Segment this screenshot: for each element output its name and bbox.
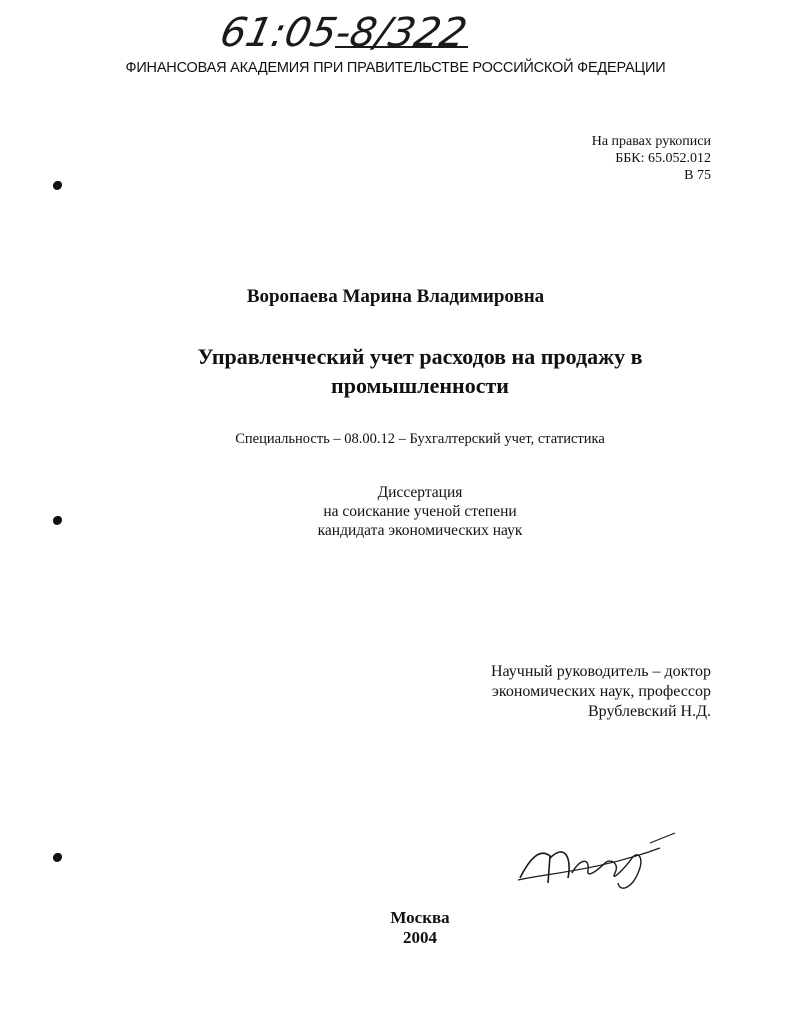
degree-line-3: кандидата экономических наук — [317, 522, 523, 539]
degree-line-1: Диссертация — [377, 484, 463, 501]
supervisor-block — [491, 662, 711, 722]
rights-block — [592, 133, 711, 184]
punch-hole-mark-1 — [53, 181, 62, 190]
specialty-line: Специальность – 08.00.12 – Бухгалтерский учет, статистика — [235, 431, 605, 447]
degree-line-2: на соискание ученой степени — [323, 503, 517, 520]
year: 2004 — [403, 928, 437, 947]
institution-name: ФИНАНСОВАЯ АКАДЕМИЯ ПРИ ПРАВИТЕЛЬСТВЕ РОССИЙСКОЙ ФЕДЕРАЦИИ — [125, 60, 666, 76]
degree-block — [0, 483, 791, 540]
title-line-2: промышленности — [331, 373, 509, 398]
supervisor-name: Врублевский Н.Д. — [587, 703, 711, 720]
city: Москва — [390, 908, 450, 927]
rights-label: На правах рукописи — [591, 134, 711, 149]
bbk-code: ББК: 65.052.012 — [615, 151, 711, 166]
footer-block — [0, 908, 791, 948]
author-signature — [510, 828, 690, 898]
punch-hole-mark-3 — [53, 853, 62, 862]
supervisor-line-2: экономических наук, профессор — [491, 683, 711, 700]
archive-code-text: 61:05-8/322 — [216, 8, 472, 56]
author-name: Воропаева Марина Владимировна — [246, 286, 545, 307]
dissertation-title — [120, 342, 720, 400]
handwritten-archive-code — [200, 0, 500, 60]
author-mark: В 75 — [684, 168, 711, 183]
title-line-1: Управленческий учет расходов на продажу в — [197, 344, 643, 369]
supervisor-line-1: Научный руководитель – доктор — [490, 663, 711, 680]
